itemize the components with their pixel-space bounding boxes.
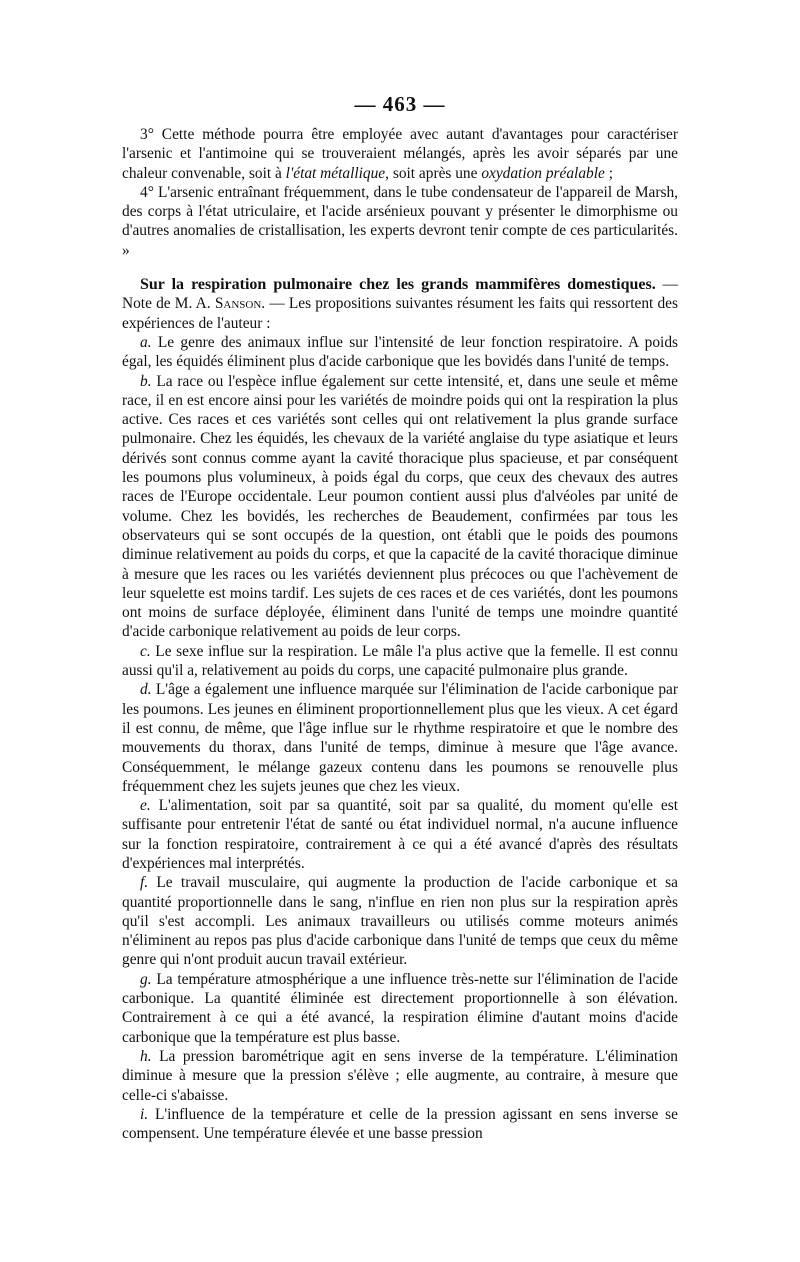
- author-name: Sanson: [214, 295, 262, 313]
- paragraph-b: b. La race ou l'espèce influe également sur cette intensité, et, dans une seule et même race, il en est encore ainsi pour les variétés de moindre poids qui ont la respiration la plus active. Ces races et ces variétés sont celles qui ont relativement la plus grande surface pulmonaire. Chez les équidés, les chevaux de la variété anglaise du type asiatique et leurs dérivés sont connus comme ayant la cavité thoracique plus spacieuse, et par conséquent les poumons plus volumineux, à poids égal du corps, que ceux des chevaux des autres races de l'Europe occidentale. Leur poumon contient aussi plus d'alvéoles par unité de volume. Chez les bovidés, les recherches de Beaudement, confirmées par tous les observateurs qui se sont occupés de la question, ont établi que le poids des poumons diminue relativement au poids du corps, et que la capacité de la cavité thoracique diminue à mesure que les races ou les variétés deviennent plus précoces ou que l'achèvement de leur squelette est moins tardif. Les sujets de ces races et de ces variétés, dont les poumons ont moins de surface déployée, éliminent dans l'unité de temps une moindre quantité d'acide carbonique relativement au poids de leur corps.: [122, 372, 678, 641]
- paragraph-item-3: 3° Cette méthode pourra être employée avec autant d'avantages pour caractériser l'arsenic et l'antimoine qui se trouveraient mélangés, après les avoir séparés par une chaleur convenable, soit à l'état métallique, soit après une oxydation préalable ;: [122, 126, 678, 182]
- paragraph-item-4: 4° L'arsenic entraînant fréquemment, dans le tube condensateur de l'appareil de Marsh, des corps à l'état utriculaire, et l'acide arsénieux pouvant y présenter le dimorphisme ou d'autres anomalies de cristallisation, les experts devront tenir compte de ces particularités. »: [122, 183, 678, 259]
- item-letter-f: f.: [140, 874, 149, 892]
- paragraph-e: e. L'alimentation, soit par sa quantité, soit par sa qualité, du moment qu'elle est suffisante pour entretenir l'état de santé ou état individuel normal, n'a aucune influence sur la fonction respiratoire, contrairement à ce qui a été avancé d'après des résultats d'expériences mal interprétés.: [122, 797, 678, 872]
- body-text: [122, 125, 678, 1143]
- page-number: — 463 —: [354, 92, 446, 116]
- emphasis-etat-metallique: l'état métallique: [285, 164, 386, 182]
- section-intro: Sur la respiration pulmonaire chez les grands mammifères domestiques. — Note de M. A. Sanson. — Les propositions suivantes résument les faits qui ressortent des expériences de l'auteur :: [122, 276, 678, 332]
- section-heading: Sur la respiration pulmonaire chez les grands mammifères domestiques.: [140, 276, 656, 294]
- paragraph-i: i. L'influence de la température et celle de la pression agissant en sens inverse se compensent. Une température élevée et une basse pression: [122, 1105, 678, 1143]
- item-letter-h: h.: [140, 1047, 152, 1065]
- item-letter-d: d.: [140, 681, 152, 699]
- paragraph-h: h. La pression barométrique agit en sens inverse de la température. L'élimination diminue à mesure que la pression s'élève ; elle augmente, au contraire, à mesure que celle-ci s'abaisse.: [122, 1047, 678, 1104]
- item-letter-g: g.: [140, 970, 152, 988]
- emphasis-oxydation-prealable: oxydation préalable: [481, 164, 605, 182]
- item-letter-c: c.: [140, 642, 151, 660]
- paragraph-g: g. La température atmosphérique a une influence très-nette sur l'élimination de l'acide carbonique. La quantité éliminée est directement proportionnelle à son élévation. Contrairement à ce qui a été avancé, la respiration élimine d'autant moins d'acide carbonique que la température est plus basse.: [122, 970, 678, 1046]
- item-letter-e: e.: [140, 797, 151, 815]
- item-letter-a: a.: [140, 333, 152, 351]
- paragraph-f: f. Le travail musculaire, qui augmente la production de l'acide carbonique et sa quantité proportionnelle dans le sang, n'influe en rien non plus sur la respiration après qu'il s'est accompli. Les animaux travailleurs ou utilisés comme moteurs animés n'éliminent au repos pas plus d'acide carbonique dans l'unité de temps que ceux du même genre qui n'ont produit aucun travail extérieur.: [122, 874, 678, 969]
- item-letter-i: i.: [140, 1105, 149, 1123]
- item-letter-b: b.: [140, 372, 152, 390]
- paragraph-a: a. Le genre des animaux influe sur l'intensité de leur fonction respiratoire. A poids égal, les équidés éliminent plus d'acide carbonique que les bovidés dans l'unité de temps.: [122, 333, 678, 371]
- paragraph-d: d. L'âge a également une influence marquée sur l'élimination de l'acide carbonique par les poumons. Les jeunes en éliminent proportionnellement plus que les vieux. A cet égard il est connu, de même, que l'âge influe sur le rhythme respiratoire et que le nombre des mouvements du thorax, dans l'unité de temps, diminue à mesure que l'âge avance. Conséquemment, le mélange gazeux contenu dans les poumons se renouvelle plus fréquemment chez les sujets jeunes que chez les vieux.: [122, 681, 678, 795]
- paragraph-c: c. Le sexe influe sur la respiration. Le mâle l'a plus active que la femelle. Il est connu aussi qu'il a, relativement au poids du corps, une capacité pulmonaire plus grande.: [122, 642, 678, 680]
